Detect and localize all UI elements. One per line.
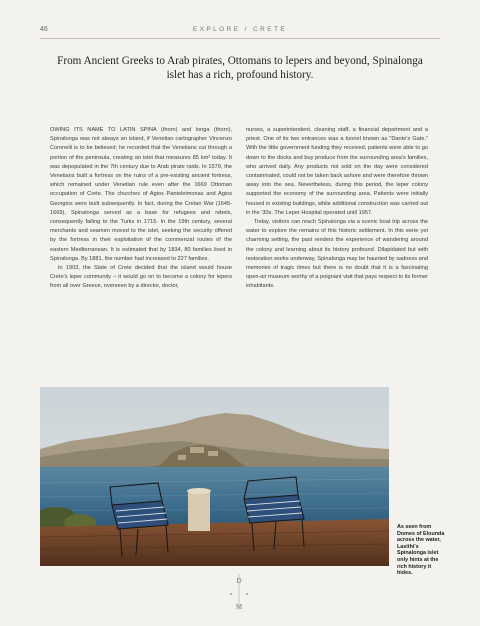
monogram-top-letter: D bbox=[236, 577, 242, 585]
left-column bbox=[50, 126, 232, 292]
body-paragraph: In 1903, the State of Crete decided that the island would house Crete's leper community – it would go on to become a colony for lepers from all over Greece, overseen by a director, doctor, bbox=[50, 265, 232, 290]
body-paragraph: nurses, a superintendent, cleaning staff, a financial department and a priest. One of its two entrances was a tunnel known as "Dante's Gate." With the little government funding they received, patients were able to go down to the docks and buy produce from the surrounding area's families, who arrived daily. Any products not sold on the day were considered contaminated, could not be taken back ashore and were therefore thrown away into the sea. Nevertheless, during this period, the leper colony supported the economy of the surrounding area. Patients were initially housed in existing buildings, while additional construction was carried out in the '30s. The Leper Hospital operated until 1957. bbox=[246, 127, 428, 216]
photo-caption: As seen from Domes of Elounda across the water, Lasithi's Spinalonga islet only hints at the rich history it hides. bbox=[397, 524, 445, 577]
header-rule bbox=[40, 38, 440, 39]
body-paragraph: OWING ITS NAME TO LATIN SPINA (thorn) and longa (thorn), Spinalonga was not always an island, if Venetian cartographer Vincenzo Coronelli is to be believed; he recorded that the Venetians cut through a portion of the peninsula, creating an islet that measures 85 km² today. It was depopulated in the 7th century due to Arab pirate raids. In 1579, the Venetians built a fortress on the ruins of a pre-existing ancient fortress, which remained under Venetian rule even after the 1669 Ottoman occupation of Crete. The churches of Agios Panteleimonas and Agios Georgios were built subsequently. In fact, during the Cretan War (1645-1669), Spinalonga served as a base for refugees and rebels, consequently falling to the Turks in 1715. In the 19th century, several merchants and seamen moved to the islet, seeking the security offered by the fortress in their exploitation of the commercial routes of the eastern Mediterranean. It is estimated that by 1834, 80 families lived in Spinalonga. By 1881, the number had increased to 227 families. bbox=[50, 127, 232, 262]
right-column bbox=[246, 126, 428, 292]
spinalonga-seaside-chairs-photo bbox=[40, 387, 389, 566]
article-body bbox=[50, 126, 428, 292]
running-head: EXPLORE / CRETE bbox=[192, 26, 288, 33]
article-headline: From Ancient Greeks to Arab pirates, Ottomans to lepers and beyond, Spinalonga islet has a rich, profound history. bbox=[57, 55, 423, 81]
dm-monogram-icon bbox=[225, 572, 253, 612]
body-paragraph: Today, visitors can reach Spinalonga via a scenic boat trip across the water to explore the remains of this historic settlement. In this eerie yet charming setting, the past renders the experience of wandering around the colony and learning about its history profound. Dilapidated but with restoration works underway, Spinalonga may be haunted by sadness and memories of tragic times but there is no doubt that it is a fascinating open-air museum worthy of a poignant visit that pays respect to its former inhabitants. bbox=[246, 219, 428, 290]
monogram-bottom-letter: M bbox=[235, 603, 243, 611]
page-number: 46 bbox=[40, 26, 48, 33]
